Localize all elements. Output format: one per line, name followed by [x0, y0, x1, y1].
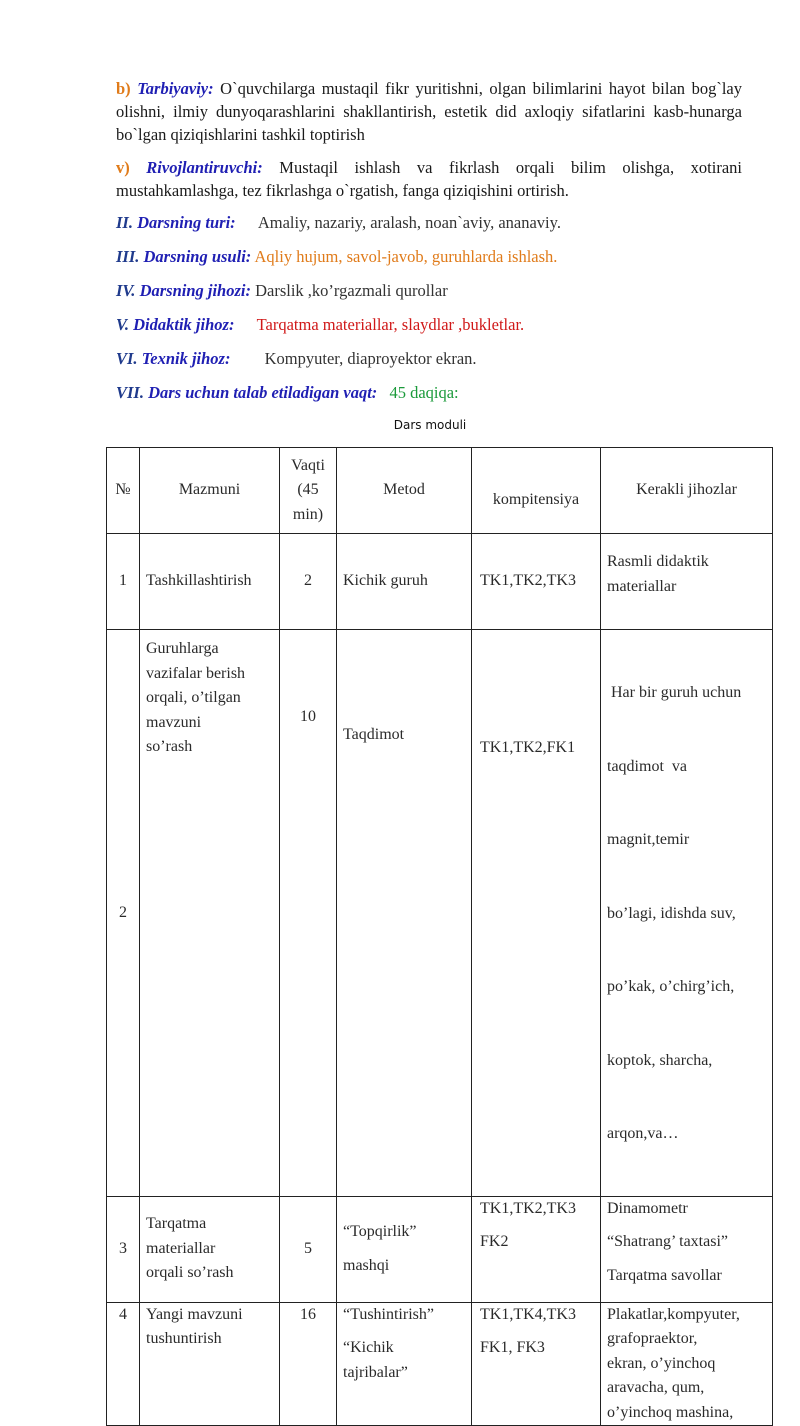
cell-gap: [607, 1221, 766, 1230]
cell-gap: [480, 1221, 594, 1230]
cell-line: TK1,TK2,FK1: [480, 739, 576, 756]
row-competence: [472, 534, 601, 630]
header-content: Mazmuni: [140, 448, 280, 534]
cell-line: mavzuni: [146, 713, 202, 731]
section-darsning-turi: [116, 213, 561, 233]
row-equipment: [601, 1302, 773, 1426]
section-number: V.: [116, 315, 130, 334]
row-time: 16: [280, 1302, 337, 1426]
cell-line: so’rash: [146, 738, 193, 755]
row-content: [140, 630, 280, 1197]
row-content: [140, 534, 280, 630]
table-row: [107, 1196, 773, 1302]
cell-gap: [607, 1255, 766, 1264]
header-method: Metod: [337, 448, 472, 534]
cell-line: Taqdimot: [343, 726, 405, 743]
section-number: VII.: [116, 383, 144, 402]
row-method: [337, 630, 472, 1197]
section-number: IV.: [116, 281, 136, 300]
row-time: 2: [280, 534, 337, 630]
cell-line: Dinamometr: [607, 1199, 688, 1217]
cell-line: Tarqatma: [146, 1215, 207, 1233]
cell-line: mashqi: [343, 1256, 390, 1274]
header-time-line: Vaqti: [291, 456, 325, 474]
section-value: Aqliy hujum, savol-javob, guruhlarda ishlash.: [254, 247, 558, 266]
goal-rivojlantiruvchi: [116, 156, 742, 202]
goal-text: Mustaqil ishlash va fikrlash orqali bilim olishga, xotirani mustahkamlashga, tez fikrlashga o`rgatish, fanga qiziqishini ortirish.: [116, 158, 742, 200]
header-number: №: [107, 448, 140, 534]
cell-line: arqon,va…: [607, 1125, 679, 1142]
cell-line: magnit,temir: [607, 831, 690, 848]
row-number: 3: [107, 1196, 140, 1302]
cell-line: po’kak, o’chirg’ich,: [607, 978, 735, 995]
section-number: III.: [116, 247, 140, 266]
cell-gap: [343, 1327, 465, 1336]
section-darsning-usuli: [116, 247, 557, 267]
header-equipment: Kerakli jihozlar: [601, 448, 773, 534]
goal-label: Rivojlantiruvchi:: [146, 158, 263, 177]
cell-line: TK1,TK2,TK3: [480, 572, 576, 590]
row-method: [337, 1196, 472, 1302]
goal-marker: b): [116, 79, 131, 98]
section-value: Amaliy, nazariy, aralash, noan`aviy, ananaviy.: [257, 213, 561, 232]
section-darsning-jihozi: [116, 281, 448, 301]
section-value: Darslik ,ko’rgazmali qurollar: [255, 281, 448, 300]
table-row: [107, 534, 773, 630]
section-texnik-jihoz: [116, 349, 477, 369]
section-label: Didaktik jihoz:: [133, 315, 235, 334]
section-label: Darsning turi:: [137, 213, 236, 232]
section-dars-vaqti: [116, 383, 459, 403]
row-equipment: [601, 630, 773, 1197]
table-header-row: [107, 448, 773, 534]
cell-line: koptok, sharcha,: [607, 1051, 713, 1069]
row-competence: [472, 630, 601, 1197]
goal-label: Tarbiyaviy:: [137, 79, 214, 98]
cell-line: orqali, o’tilgan: [146, 689, 241, 706]
cell-line: “Topqirlik”: [343, 1223, 417, 1240]
section-didaktik-jihoz: [116, 315, 524, 335]
cell-line: Tashkillashtirish: [146, 572, 252, 590]
table-row: [107, 630, 773, 1197]
row-number: 2: [107, 630, 140, 1197]
section-number: II.: [116, 213, 133, 232]
row-time: 10: [280, 630, 337, 1197]
cell-line: ekran, o’yinchoq: [607, 1354, 716, 1372]
cell-line: TK1,TK4,TK3: [480, 1305, 576, 1323]
cell-line: taqdimot va: [607, 757, 687, 775]
cell-gap: [480, 1327, 594, 1336]
cell-line: Tarqatma savollar: [607, 1266, 722, 1284]
cell-line: tushuntirish: [146, 1330, 222, 1347]
table-row: [107, 1302, 773, 1426]
cell-line: “Kichik: [343, 1339, 394, 1356]
row-method: [337, 1302, 472, 1426]
cell-line: grafopraektor,: [607, 1330, 698, 1347]
cell-line: Guruhlarga: [146, 640, 219, 657]
cell-line: o’yinchoq mashina,: [607, 1403, 734, 1421]
row-equipment: [601, 1196, 773, 1302]
cell-line: “Shatrang’ taxtasi”: [607, 1233, 728, 1250]
cell-line: Har bir guruh uchun: [607, 684, 742, 701]
section-value: Kompyuter, diaproyektor ekran.: [264, 349, 477, 368]
row-number: 4: [107, 1302, 140, 1426]
cell-line: tajribalar”: [343, 1363, 408, 1381]
cell-line: Yangi mavzuni: [146, 1305, 243, 1323]
cell-line: FK1, FK3: [480, 1339, 545, 1356]
row-competence: [472, 1302, 601, 1426]
section-label: Texnik jihoz:: [141, 349, 231, 368]
cell-line: materiallar: [146, 1239, 216, 1257]
section-label: Darsning jihozi:: [139, 281, 251, 300]
section-value: 45 daqiqa:: [389, 383, 459, 402]
section-number: VI.: [116, 349, 138, 368]
row-content: [140, 1302, 280, 1426]
cell-line: orqali so’rash: [146, 1264, 234, 1282]
section-label: Darsning usuli:: [143, 247, 252, 266]
cell-line: Plakatlar,kompyuter,: [607, 1305, 740, 1323]
goal-text: O`quvchilarga mustaqil fikr yuritishni, olgan bilimlarini hayot bilan bog`lay olishni, ilmiy dunyoqarashlarini shakllantirish, estetik did axloqiy sifatlarini kasb-hunarga bo`lgan qiziqishlarini tashkil toptirish: [116, 79, 743, 144]
header-competence: kompitensiya: [472, 448, 601, 534]
cell-line: Kichik guruh: [343, 572, 428, 590]
cell-line: FK2: [480, 1233, 509, 1250]
header-time: [280, 448, 337, 534]
lesson-module-table: [106, 447, 773, 1426]
cell-line: Rasmli didaktik: [607, 553, 709, 570]
cell-line: bo’lagi, idishda suv,: [607, 904, 736, 922]
cell-line: materiallar: [607, 577, 677, 595]
cell-line: TK1,TK2,TK3: [480, 1199, 576, 1217]
table-caption: Dars moduli: [393, 418, 467, 432]
cell-gap: [343, 1245, 465, 1254]
row-content: [140, 1196, 280, 1302]
row-equipment: [601, 534, 773, 630]
goal-tarbiyaviy: [116, 77, 742, 146]
row-method: [337, 534, 472, 630]
row-number: 1: [107, 534, 140, 630]
header-time-line: min): [292, 505, 324, 523]
row-competence: [472, 1196, 601, 1302]
row-time: 5: [280, 1196, 337, 1302]
section-label: Dars uchun talab etiladigan vaqt:: [148, 383, 378, 402]
goal-marker: v): [116, 158, 130, 177]
header-time-line: (45: [297, 481, 319, 499]
cell-line: aravacha, qum,: [607, 1379, 705, 1396]
cell-line: vazifalar berish: [146, 664, 246, 682]
section-value: Tarqatma materiallar, slaydlar ,bukletlar.: [256, 315, 525, 334]
cell-line: “Tushintirish”: [343, 1305, 434, 1323]
